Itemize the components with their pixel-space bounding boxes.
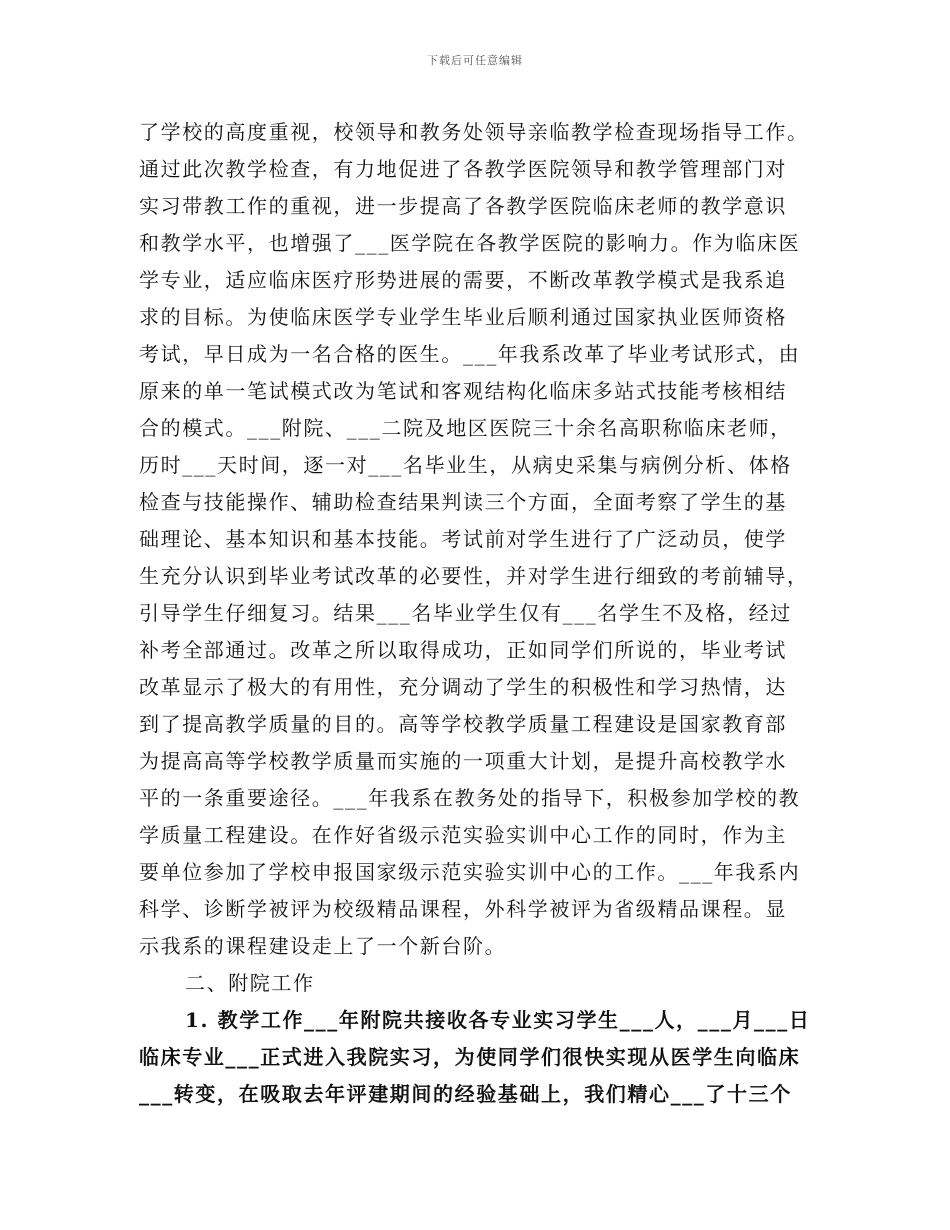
paragraph-line: 了学校的高度重视，校领导和教务处领导亲临教学检查现场指导工作。 xyxy=(139,120,809,144)
paragraph-line: 生充分认识到毕业考试改革的必要性，并对学生进行细致的考前辅导， xyxy=(139,564,809,588)
document-body xyxy=(139,114,819,1113)
paragraph-line: 求的目标。为使临床医学专业学生毕业后顺利通过国家执业医师资格 xyxy=(139,305,787,329)
paragraph-line: 示我系的课程建设走上了一个新台阶。 xyxy=(139,934,507,958)
paragraph-line: 平的一条重要途径。___年我系在教务处的指导下，积极参加学校的教 xyxy=(139,786,801,810)
paragraph-line: 改革显示了极大的有用性，充分调动了学生的积极性和学习热情，达 xyxy=(139,675,787,699)
section-heading: 二、附院工作 xyxy=(185,971,315,995)
paragraph-line: 学质量工程建设。在作好省级示范实验实训中心工作的同时，作为主 xyxy=(139,823,787,847)
bold-paragraph-line: 1. 教学工作___年附院共接收各专业实习学生___人，___月___日 xyxy=(185,1008,811,1032)
paragraph-line: 实习带教工作的重视，进一步提高了各教学医院临床老师的教学意识 xyxy=(139,194,787,218)
paragraph-line: 检查与技能操作、辅助检查结果判读三个方面，全面考察了学生的基 xyxy=(139,490,787,514)
paragraph-line: 通过此次教学检查，有力地促进了各教学医院领导和教学管理部门对 xyxy=(139,157,787,181)
paragraph-line: 学专业，适应临床医疗形势进展的需要，不断改革教学模式是我系追 xyxy=(139,268,787,292)
bold-paragraph-line: ___转变，在吸取去年评建期间的经验基础上，我们精心___了十三个 xyxy=(139,1082,792,1106)
paragraph-line: 考试，早日成为一名合格的医生。___年我系改革了毕业考试形式，由 xyxy=(139,342,801,366)
paragraph-line: 引导学生仔细复习。结果___名毕业学生仅有___名学生不及格，经过 xyxy=(139,601,792,625)
paragraph-line: 为提高高等学校教学质量而实施的一项重大计划，是提升高校教学水 xyxy=(139,749,787,773)
paragraph-line: 补考全部通过。改革之所以取得成功，正如同学们所说的，毕业考试 xyxy=(139,638,787,662)
paragraph-line: 原来的单一笔试模式改为笔试和客观结构化临床多站式技能考核相结 xyxy=(139,379,787,403)
paragraph-line: 础理论、基本知识和基本技能。考试前对学生进行了广泛动员，使学 xyxy=(139,527,787,551)
bold-paragraph-line: 临床专业___正式进入我院实习，为使同学们很快实现从医学生向临床 xyxy=(139,1045,801,1069)
page-header: 下载后可任意编辑 xyxy=(427,54,523,67)
paragraph-line: 历时___天时间，逐一对___名毕业生，从病史采集与病例分析、体格 xyxy=(139,453,792,477)
paragraph-line: 到了提高教学质量的目的。高等学校教学质量工程建设是国家教育部 xyxy=(139,712,787,736)
paragraph-line: 要单位参加了学校申报国家级示范实验实训中心的工作。___年我系内 xyxy=(139,860,801,884)
paragraph-line: 和教学水平，也增强了___医学院在各教学医院的影响力。作为临床医 xyxy=(139,231,801,255)
paragraph-line: 合的模式。___附院、___二院及地区医院三十余名高职称临床老师， xyxy=(139,416,792,440)
paragraph-line: 科学、诊断学被评为校级精品课程，外科学被评为省级精品课程。显 xyxy=(139,897,787,921)
